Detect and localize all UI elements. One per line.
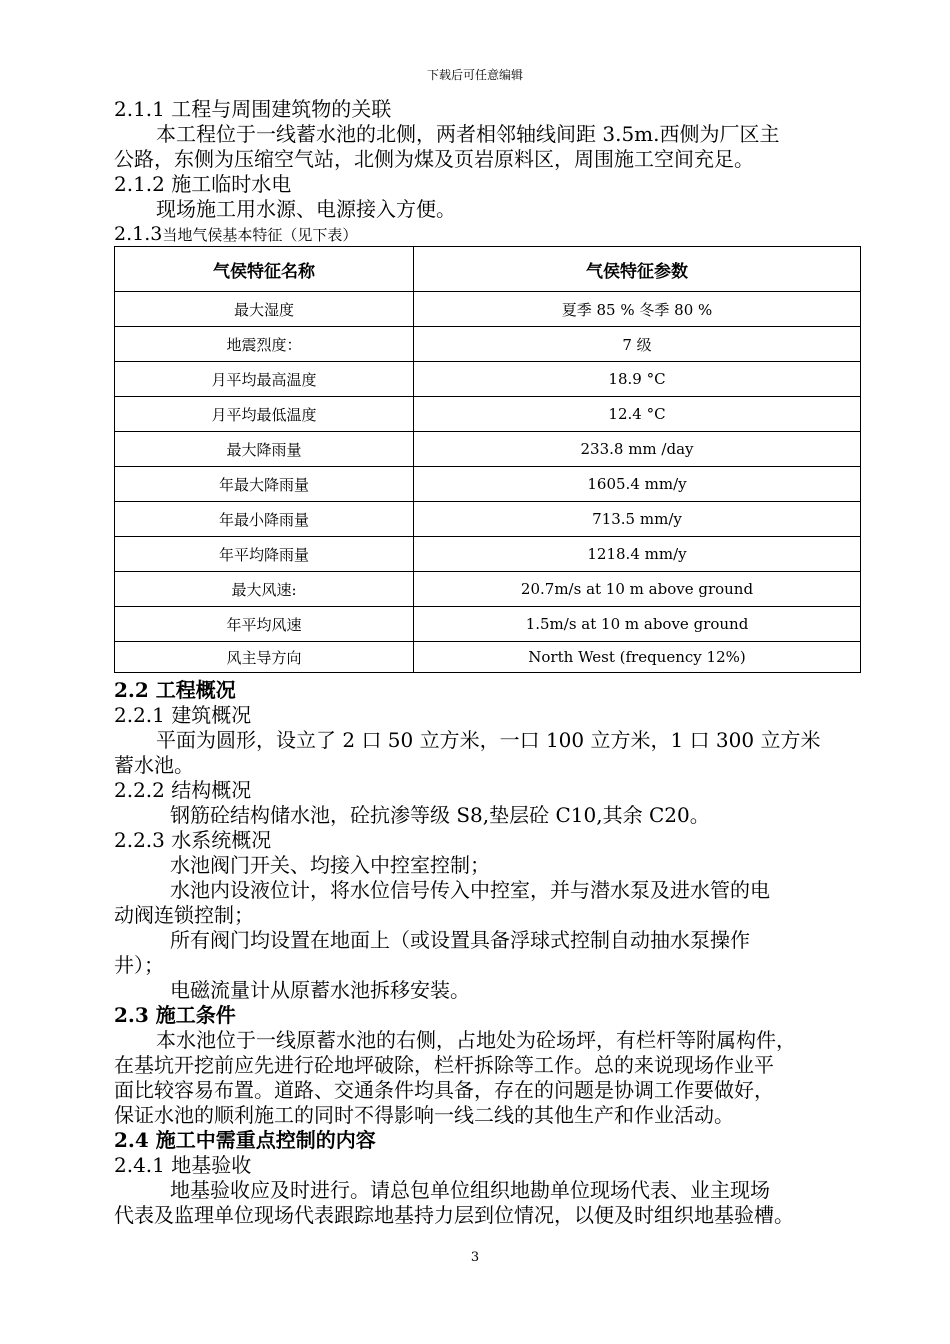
- paragraph-line: 公路，东侧为压缩空气站，北侧为煤及页岩原料区，周围施工空间充足。: [114, 147, 754, 171]
- heading-2-2-3: 2.2.3 水系统概况: [114, 828, 272, 852]
- paragraph-line: 现场施工用水源、电源接入方便。: [156, 197, 456, 221]
- page-number: 3: [470, 1250, 480, 1265]
- table-row: [115, 432, 861, 467]
- table-cell: 风主导方向: [115, 642, 414, 673]
- table-row: [115, 397, 861, 432]
- table-cell: 1218.4 mm/y: [414, 537, 861, 572]
- climate-table: [114, 246, 861, 673]
- paragraph-line: 地基验收应及时进行。请总包单位组织地勘单位现场代表、业主现场: [170, 1178, 770, 1202]
- list-item-continuation: 井）；: [114, 953, 164, 977]
- heading-2-1-1: 2.1.1 工程与周围建筑物的关联: [114, 97, 392, 121]
- table-cell: 18.9 °C: [414, 362, 861, 397]
- paragraph-line: 保证水池的顺利施工的同时不得影响一线二线的其他生产和作业活动。: [114, 1103, 734, 1127]
- table-row: [115, 502, 861, 537]
- table-cell: 年平均降雨量: [115, 537, 414, 572]
- heading-2-4-1: 2.4.1 地基验收: [114, 1153, 252, 1177]
- paragraph-line: 蓄水池。: [114, 753, 194, 777]
- table-row: [115, 642, 861, 673]
- caption-text: 当地气侯基本特征（见下表）: [162, 226, 358, 244]
- paragraph-line: 本工程位于一线蓄水池的北侧，两者相邻轴线间距 3.5m.西侧为厂区主: [156, 122, 780, 146]
- list-item: 所有阀门均设置在地面上（或设置具备浮球式控制自动抽水泵操作: [170, 928, 750, 952]
- heading-2-2-1: 2.2.1 建筑概况: [114, 703, 252, 727]
- table-row: [115, 607, 861, 642]
- paragraph-line: 本水池位于一线原蓄水池的右侧，占地处为砼场坪，有栏杆等附属构件，: [156, 1028, 796, 1052]
- table-cell: 最大降雨量: [115, 432, 414, 467]
- table-row: [115, 292, 861, 327]
- table-cell: 713.5 mm/y: [414, 502, 861, 537]
- list-item-continuation: 动阀连锁控制；: [114, 903, 254, 927]
- table-cell: 最大湿度: [115, 292, 414, 327]
- list-item: 电磁流量计从原蓄水池拆移安装。: [170, 978, 470, 1002]
- table-header-row: [115, 247, 861, 292]
- paragraph-line: 面比较容易布置。道路、交通条件均具备，存在的问题是协调工作要做好，: [114, 1078, 774, 1102]
- page-header: 下载后可任意编辑: [426, 68, 523, 82]
- table-row: [115, 572, 861, 607]
- table-row: [115, 327, 861, 362]
- heading-2-3: 2.3 施工条件: [114, 1003, 236, 1027]
- table-row: [115, 537, 861, 572]
- caption-number: 2.1.3: [114, 223, 163, 245]
- table-cell: 月平均最高温度: [115, 362, 414, 397]
- table-cell: 7 级: [414, 327, 861, 362]
- table-cell: 1605.4 mm/y: [414, 467, 861, 502]
- table-cell: 年最小降雨量: [115, 502, 414, 537]
- list-item: 水池阀门开关、均接入中控室控制；: [170, 853, 490, 877]
- table-cell: 20.7m/s at 10 m above ground: [414, 572, 861, 607]
- paragraph-line: 代表及监理单位现场代表跟踪地基持力层到位情况，以便及时组织地基验槽。: [114, 1203, 794, 1227]
- heading-2-2: 2.2 工程概况: [114, 678, 236, 702]
- list-item: 水池内设液位计，将水位信号传入中控室，并与潜水泵及进水管的电: [170, 878, 770, 902]
- table-row: [115, 467, 861, 502]
- heading-2-2-2: 2.2.2 结构概况: [114, 778, 252, 802]
- table-cell: 年平均风速: [115, 607, 414, 642]
- column-header: 气侯特征名称: [115, 247, 414, 292]
- table-cell: 12.4 °C: [414, 397, 861, 432]
- table-cell: 233.8 mm /day: [414, 432, 861, 467]
- table-caption: [114, 223, 357, 245]
- table-cell: 夏季 85 % 冬季 80 %: [414, 292, 861, 327]
- table-cell: 月平均最低温度: [115, 397, 414, 432]
- table-cell: 年最大降雨量: [115, 467, 414, 502]
- column-header: 气侯特征参数: [414, 247, 861, 292]
- table-cell: 1.5m/s at 10 m above ground: [414, 607, 861, 642]
- paragraph-line: 钢筋砼结构储水池，砼抗渗等级 S8,垫层砼 C10,其余 C20。: [170, 803, 710, 827]
- heading-2-4: 2.4 施工中需重点控制的内容: [114, 1128, 376, 1152]
- paragraph-line: 平面为圆形，设立了 2 口 50 立方米，一口 100 立方米，1 口 300 立方米: [156, 728, 821, 752]
- heading-2-1-2: 2.1.2 施工临时水电: [114, 172, 292, 196]
- table-cell: 地震烈度：: [115, 327, 414, 362]
- table-cell: North West (frequency 12%): [414, 642, 861, 673]
- table-row: [115, 362, 861, 397]
- paragraph-line: 在基坑开挖前应先进行砼地坪破除，栏杆拆除等工作。总的来说现场作业平: [114, 1053, 774, 1077]
- table-cell: 最大风速:: [115, 572, 414, 607]
